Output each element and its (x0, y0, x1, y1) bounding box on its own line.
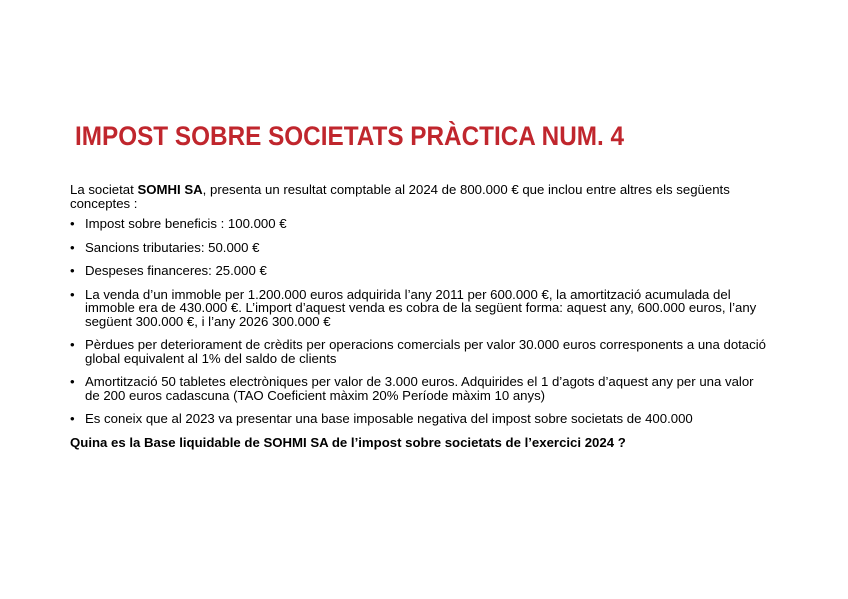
list-item-text: Amortització 50 tabletes electròniques per valor de 3.000 euros. Adquirides el 1 d’agots d’aquest any per una valor de 200 euros cadascuna (TAO Coeficient màxim 20% Període màxim 10 anys) (85, 374, 754, 403)
list-item-text: La venda d’un immoble per 1.200.000 euros adquirida l’any 2011 per 600.000 €, la amortització acumulada del immoble era de 430.000 €. L’import d’aquest venda es cobra de la següent forma: aquest any, 600.000 euros, l’any següent 300.000 €, i l’any 2026 300.000 € (85, 286, 757, 329)
list-item (70, 241, 770, 255)
bullet-icon: • (70, 263, 75, 278)
slide-body (70, 183, 770, 449)
list-item-text: Pèrdues per deteriorament de crèdits per operacions comercials per valor 30.000 euros corresponents a una dotació global equivalent al 1% del saldo de clients (85, 337, 767, 366)
intro-before: La societat (70, 182, 138, 197)
bullet-icon: • (70, 337, 75, 352)
question-text: Quina es la Base liquidable de SOHMI SA de l’impost sobre societats de l’exercici 2024 ? (70, 434, 626, 450)
bullet-icon: • (70, 239, 75, 255)
list-item (70, 217, 770, 231)
bullet-icon: • (70, 286, 75, 302)
list-item (70, 375, 770, 402)
bullet-icon: • (70, 216, 75, 231)
list-item (70, 264, 770, 278)
list-item-text: Despeses financeres: 25.000 € (85, 263, 267, 278)
bullet-icon: • (70, 411, 75, 426)
bullet-icon: • (70, 374, 75, 389)
page-title: IMPOST SOBRE SOCIETATS PRÀCTICA NUM. 4 (75, 121, 625, 151)
list-item-text: Sancions tributaries: 50.000 € (85, 239, 260, 255)
intro-paragraph (70, 183, 770, 210)
list-item (70, 288, 770, 329)
list-item-text: Es coneix que al 2023 va presentar una base imposable negativa del impost sobre societats de 400.000 (85, 411, 693, 426)
intro-after: , presenta un resultat comptable al 2024 de 800.000 € que inclou entre altres els següents conceptes : (70, 182, 730, 211)
concepts-list (70, 217, 770, 426)
company-name: SOMHI SA (137, 182, 203, 197)
list-item (70, 412, 770, 426)
list-item (70, 338, 770, 365)
list-item-text: Impost sobre beneficis : 100.000 € (85, 216, 287, 231)
